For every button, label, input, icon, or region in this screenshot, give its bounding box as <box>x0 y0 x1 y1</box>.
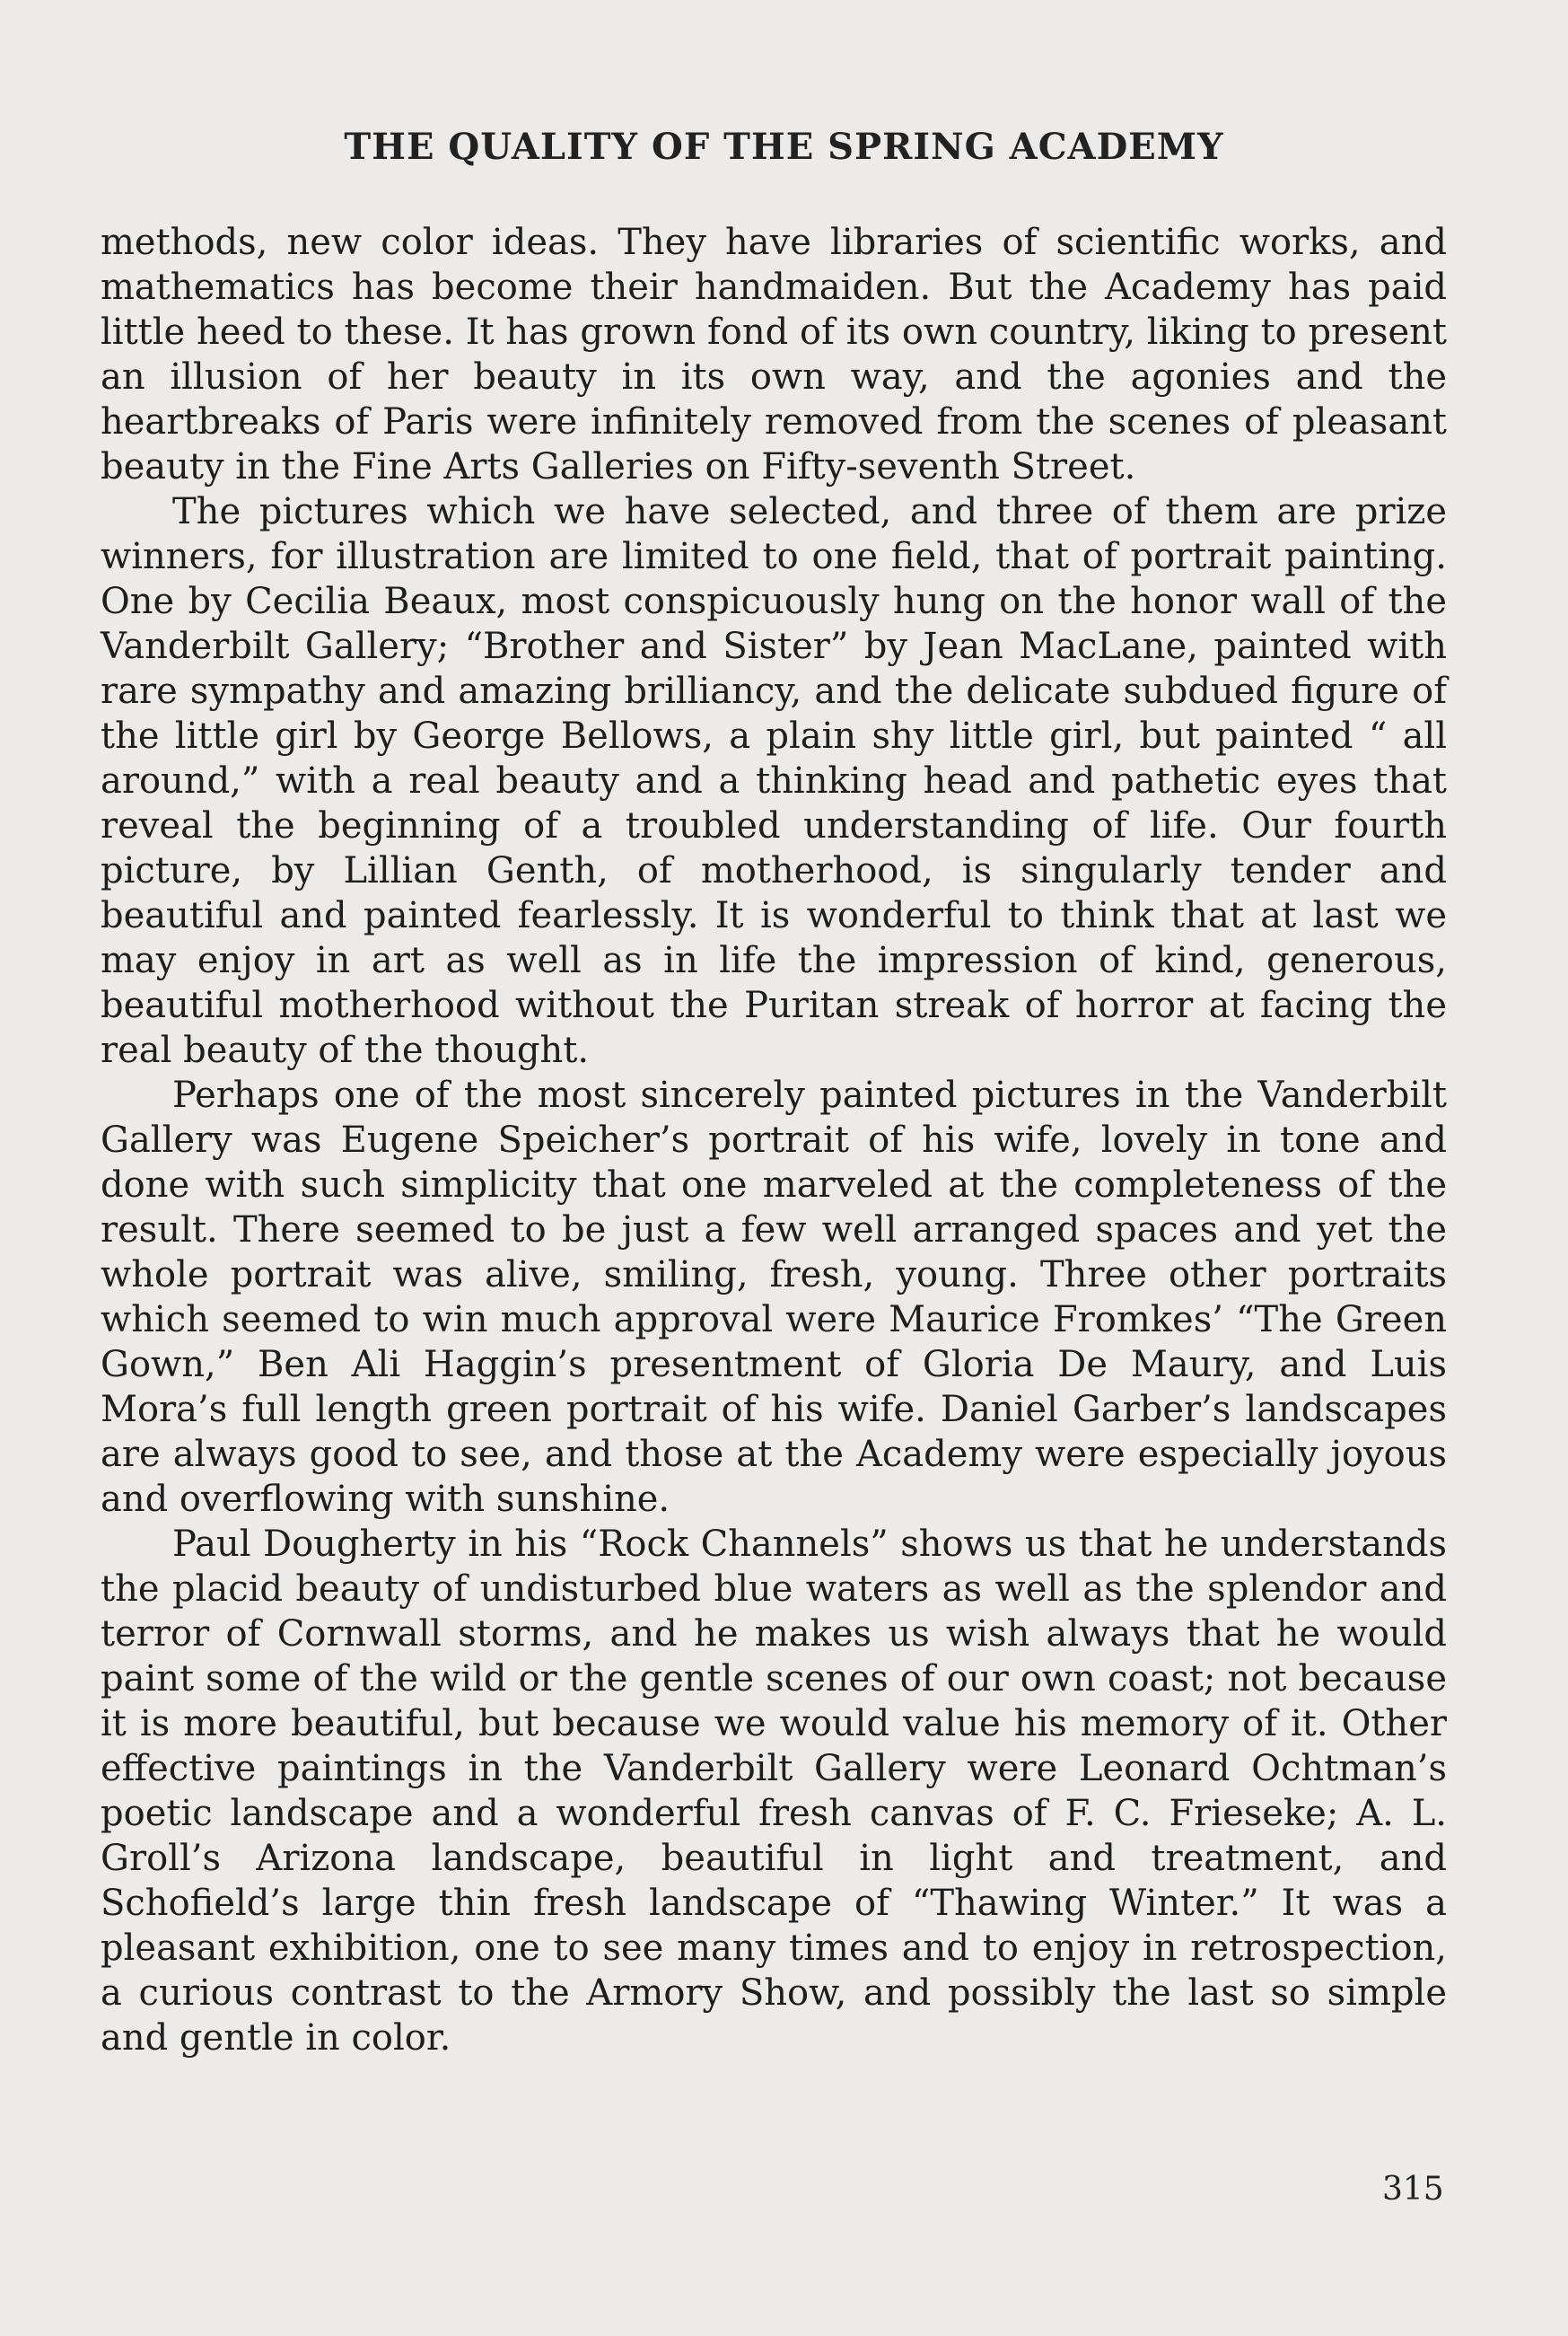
page-number: 315 <box>1382 2171 1444 2208</box>
article-body <box>101 220 1447 2060</box>
paragraph-3: Perhaps one of the most sincerely painted pictures in the Vanderbilt Gallery was Eugene Speicher’s portrait of his wife, lovely in tone and done with such simplicity that one marveled at the completeness of the result. There seemed to be just a few well arranged spaces and yet the whole portrait was alive, smiling, fresh, young. Three other portraits which seemed to win much approval were Maurice Fromkes’ “The Green Gown,” Ben Ali Haggin’s presentment of Gloria De Maury, and Luis Mora’s full length green portrait of his wife. Daniel Garber’s landscapes are always good to see, and those at the Academy were especially joyous and overflowing with sunshine. <box>101 1075 1447 1520</box>
paragraph-2: The pictures which we have selected, and three of them are prize winners, for illustration are limited to one field, that of portrait painting. One by Cecilia Beaux, most conspicuously hung on the honor wall of the Vanderbilt Gallery; “Brother and Sister” by Jean MacLane, painted with rare sympathy and amazing brilliancy, and the delicate subdued figure of the little girl by George Bellows, a plain shy little girl, but painted “ all around,” with a real beauty and a thinking head and pathetic eyes that reveal the beginning of a troubled understanding of life. Our fourth picture, by Lillian Genth, of motherhood, is singularly tender and beautiful and painted fearlessly. It is wonderful to think that at last we may enjoy in art as well as in life the impression of kind, generous, beautiful motherhood without the Puritan streak of horror at facing the real beauty of the thought. <box>101 491 1447 1071</box>
running-head: THE QUALITY OF THE SPRING ACADEMY <box>344 126 1224 168</box>
paragraph-4: Paul Dougherty in his “Rock Channels” shows us that he understands the placid beauty of undisturbed blue waters as well as the splendor and terror of Cornwall storms, and he makes us wish always that he would paint some of the wild or the gentle scenes of our own coast; not because it is more beautiful, but because we would value his memory of it. Other effective paintings in the Vanderbilt Gallery were Leonard Ochtman’s poetic landscape and a wonderful fresh canvas of F. C. Frieseke; A. L. Groll’s Arizona landscape, beautiful in light and treatment, and Schofield’s large thin fresh landscape of “Thawing Winter.” It was a pleasant exhibition, one to see many times and to enjoy in retrospection, a curious contrast to the Armory Show, and possibly the last so simple and gentle in color. <box>101 1524 1447 2059</box>
paragraph-1: methods, new color ideas. They have libraries of scientific works, and mathematics has become their handmaiden. But the Academy has paid little heed to these. It has grown fond of its own country, liking to present an illusion of her beauty in its own way, and the agonies and the heartbreaks of Paris were infinitely removed from the scenes of pleasant beauty in the Fine Arts Galleries on Fifty-seventh Street. <box>101 222 1447 487</box>
